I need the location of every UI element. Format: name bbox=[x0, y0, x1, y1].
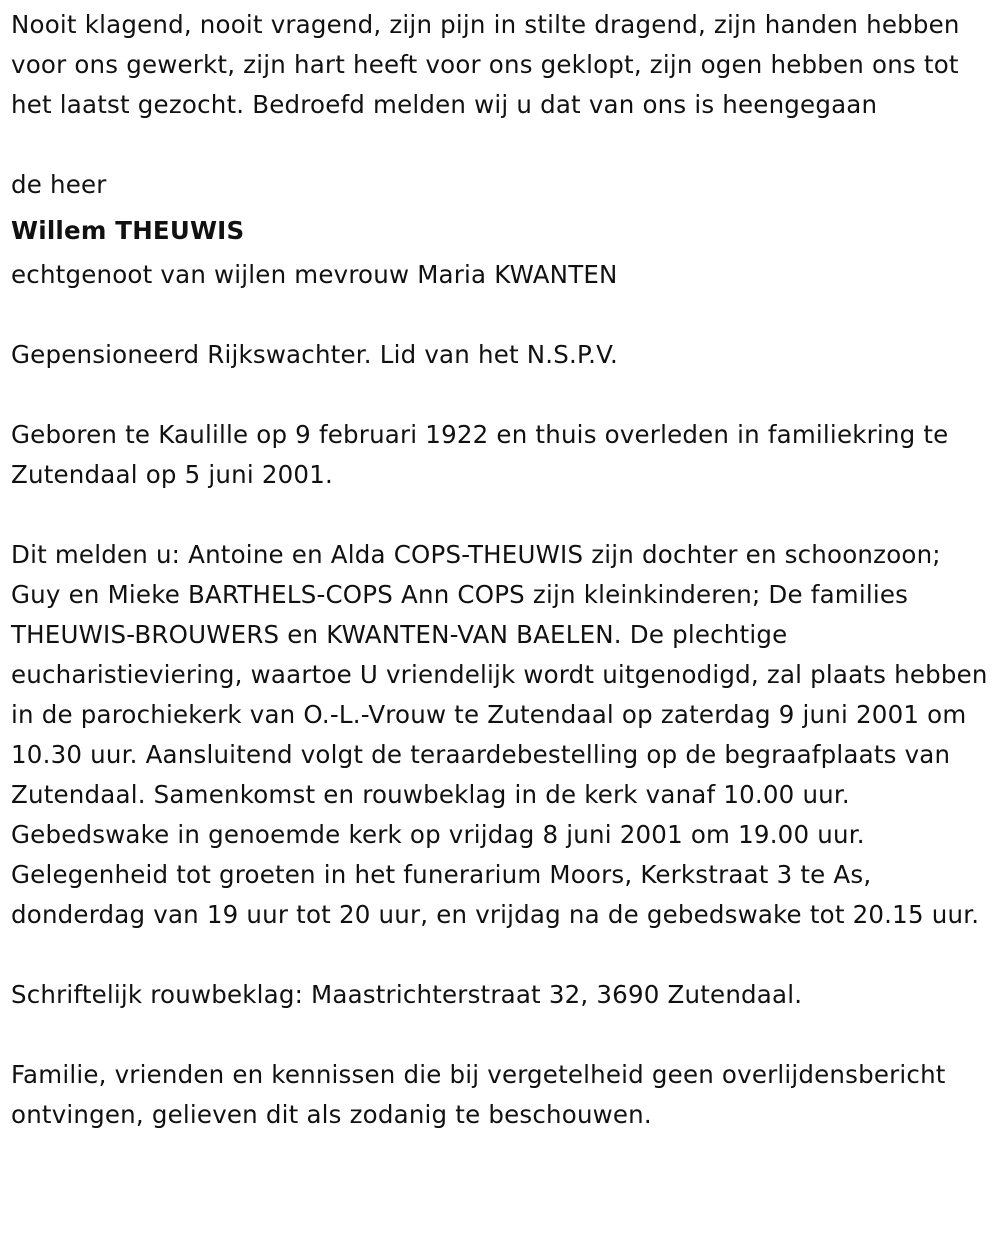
intro-paragraph: Nooit klagend, nooit vragend, zijn pijn in stilte dragend, zijn handen hebben voor ons gewerkt, zijn hart heeft voor ons geklopt, zijn ogen hebben ons tot het laatst gezocht. Bedroefd melden wij u dat van ons is heengegaan bbox=[11, 10, 960, 119]
deceased-name: Willem THEUWIS bbox=[11, 216, 245, 245]
closing-paragraph: Familie, vrienden en kennissen die bij vergetelheid geen overlijdensbericht ontvingen, gelieven dit als zodanig te beschouwen. bbox=[11, 1060, 946, 1129]
spacer bbox=[11, 295, 993, 335]
condolence-address: Schriftelijk rouwbeklag: Maastrichterstraat 32, 3690 Zutendaal. bbox=[11, 980, 803, 1009]
spouse-line: echtgenoot van wijlen mevrouw Maria KWANTEN bbox=[11, 260, 618, 289]
spacer bbox=[11, 935, 993, 975]
spacer bbox=[11, 375, 993, 415]
spacer bbox=[11, 1015, 993, 1055]
spacer bbox=[11, 125, 993, 165]
spacer bbox=[11, 495, 993, 535]
profession-line: Gepensioneerd Rijkswachter. Lid van het N.S.P.V. bbox=[11, 340, 618, 369]
announcement-paragraph: Dit melden u: Antoine en Alda COPS-THEUWIS zijn dochter en schoonzoon; Guy en Mieke BARTHELS-COPS Ann COPS zijn kleinkinderen; De families THEUWIS-BROUWERS en KWANTEN-VAN BAELEN. De plechtige eucharistieviering, waartoe U vriendelijk wordt uitgenodigd, zal plaats hebben in de parochiekerk van O.-L.-Vrouw te Zutendaal op zaterdag 9 juni 2001 om 10.30 uur. Aansluitend volgt de teraardebestelling op de begraafplaats van Zutendaal. Samenkomst en rouwbeklag in de kerk vanaf 10.00 uur. Gebedswake in genoemde kerk op vrijdag 8 juni 2001 om 19.00 uur. Gelegenheid tot groeten in het funerarium Moors, Kerkstraat 3 te As, donderdag van 19 uur tot 20 uur, en vrijdag na de gebedswake tot 20.15 uur. bbox=[11, 540, 988, 929]
birth-death-paragraph: Geboren te Kaulille op 9 februari 1922 en thuis overleden in familiekring te Zutendaal op 5 juni 2001. bbox=[11, 420, 949, 489]
obituary-document bbox=[11, 5, 993, 1135]
title-prefix: de heer bbox=[11, 170, 107, 199]
